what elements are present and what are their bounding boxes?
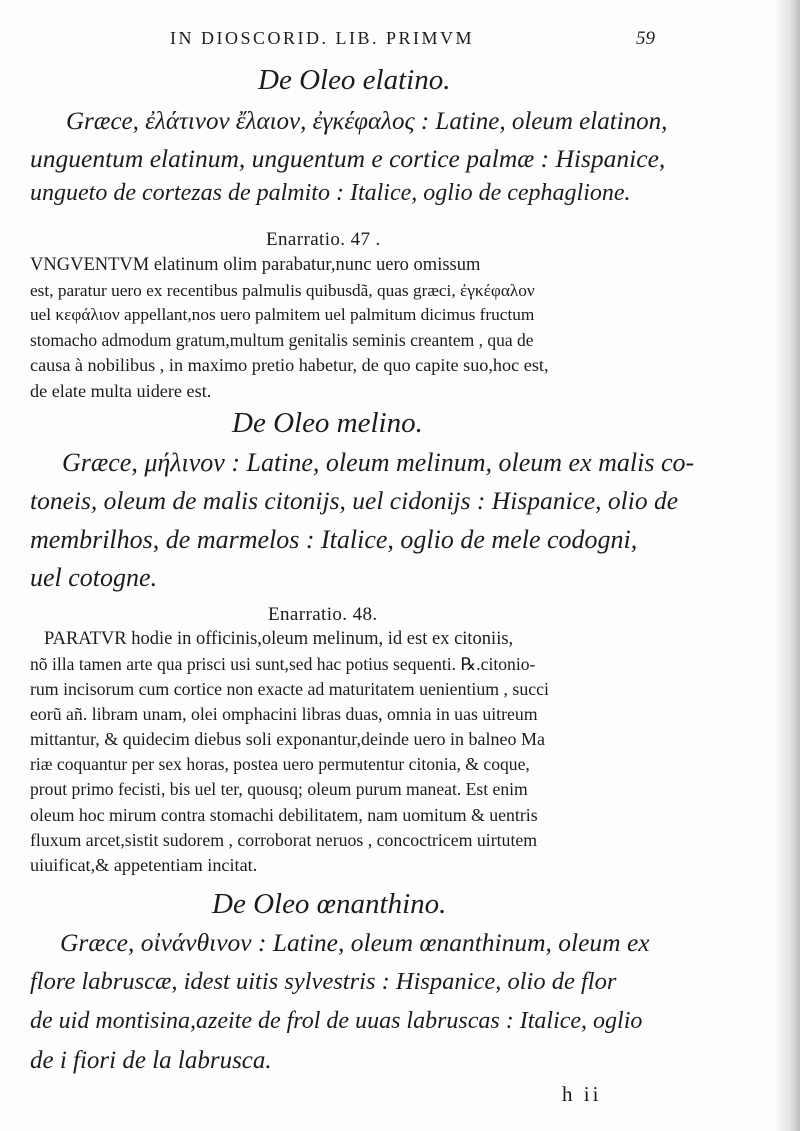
text-line: mittantur, & quidecim diebus soli exponantur,deinde uero in balneo Ma bbox=[30, 729, 545, 749]
synonym-line: Græce, ἐλάτινον ἔλαιον, ἐγκέφαλος : Latine, oleum elatinon, bbox=[66, 108, 668, 135]
section-title-melino: De Oleo melino. bbox=[232, 407, 423, 439]
synonym-line: Græce, οἰνάνθινον : Latine, oleum œnanthinum, oleum ex bbox=[60, 928, 650, 957]
signature-mark: h ii bbox=[562, 1082, 602, 1106]
enarratio-heading: Enarratio. 48. bbox=[268, 604, 378, 625]
text-line: riæ coquantur per sex horas, postea uero permutentur citonia, & coque, bbox=[30, 754, 530, 774]
text-line: VNGVENTVM elatinum olim parabatur,nunc uero omissum bbox=[30, 255, 481, 275]
synonym-line: unguentum elatinum, unguentum e cortice palmæ : Hispanice, bbox=[30, 144, 666, 173]
page-edge-shadow bbox=[774, 0, 800, 1131]
text-line: oleum hoc mirum contra stomachi debilitatem, nam uomitum & uentris bbox=[30, 805, 538, 825]
synonym-line: membrilhos, de marmelos : Italice, oglio de mele codogni, bbox=[30, 525, 638, 554]
text-line: rum incisorum cum cortice non exacte ad maturitatem uenientium , succi bbox=[30, 679, 549, 699]
synonym-line: flore labruscæ, idest uitis sylvestris : Hispanice, olio de flor bbox=[30, 968, 617, 995]
running-head: IN DIOSCORID. LIB. PRIMVM bbox=[170, 28, 475, 48]
synonym-line: uel cotogne. bbox=[30, 563, 158, 592]
section-title-elatino: De Oleo elatino. bbox=[258, 64, 451, 96]
enarratio-heading: Enarratio. 47 . bbox=[266, 229, 381, 250]
text-line: uel κεφάλιον appellant,nos uero palmitem uel palmitum dicimus fructum bbox=[30, 305, 535, 324]
text-line: fluxum arcet,sistit sudorem , corroborat neruos , concoctricem uirtutem bbox=[30, 830, 538, 850]
text-line: eorũ añ. libram unam, olei omphacini libras duas, omnia in uas uitreum bbox=[30, 704, 538, 724]
text-line: est, paratur uero ex recentibus palmulis quibusdã, quas græci, ἐγκέφαλον bbox=[30, 281, 535, 300]
text-line: stomacho admodum gratum,multum genitalis seminis creantem , qua de bbox=[30, 330, 534, 350]
synonym-line: de i fiori de la labrusca. bbox=[30, 1047, 272, 1074]
text-line: de elate multa uidere est. bbox=[30, 381, 212, 401]
synonym-line: Græce, μήλινον : Latine, oleum melinum, oleum ex malis co- bbox=[62, 448, 695, 477]
text-line: PARATVR hodie in officinis,oleum melinum, id est ex citoniis, bbox=[44, 629, 514, 649]
text-line: nõ illa tamen arte qua prisci usi sunt,sed hac potius sequenti. ℞.citonio- bbox=[30, 654, 536, 674]
synonym-line: de uid montisina,azeite de frol de uuas labruscas : Italice, oglio bbox=[30, 1008, 643, 1034]
text-line: causa à nobilibus , in maximo pretio habetur, de quo capite suo,hoc est, bbox=[30, 355, 549, 375]
synonym-line: ungueto de cortezas de palmito : Italice, oglio de cephaglione. bbox=[30, 180, 631, 206]
synonym-line: toneis, oleum de malis citonijs, uel cidonijs : Hispanice, olio de bbox=[30, 486, 679, 515]
text-line: prout primo fecisti, bis uel ter, quousq; oleum purum maneat. Est enim bbox=[30, 779, 528, 799]
page-number: 59 bbox=[636, 28, 655, 49]
text-line: uiuificat,& appetentiam incitat. bbox=[30, 855, 258, 875]
section-title-oenanthino: De Oleo œnanthino. bbox=[212, 888, 447, 920]
